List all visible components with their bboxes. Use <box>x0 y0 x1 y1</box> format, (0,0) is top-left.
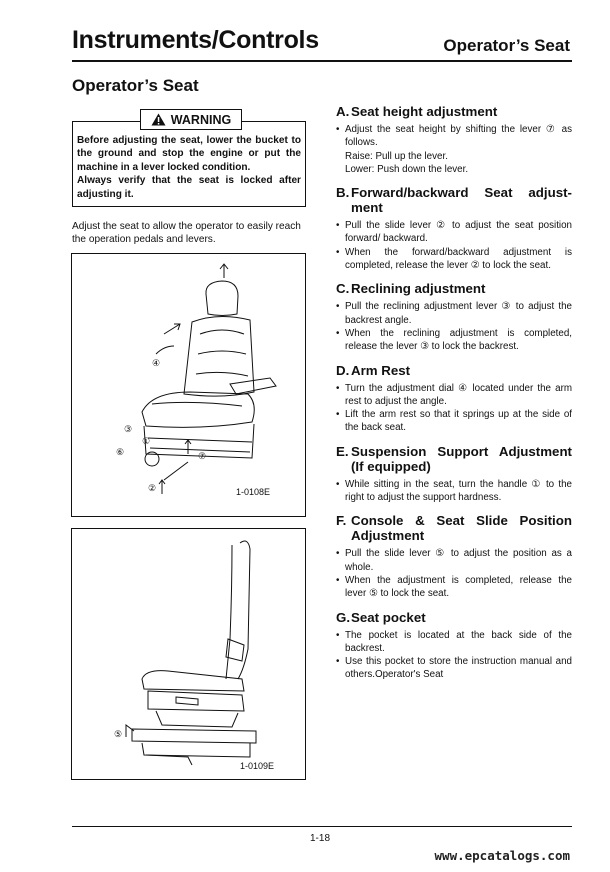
list-item: • Lift the arm rest so that it springs up at the side of the back seat. <box>336 408 572 435</box>
header-rule <box>72 60 572 62</box>
list-item: • Use this pocket to store the instruction manual and others.Operator's Seat <box>336 655 572 682</box>
running-header: Operator’s Seat <box>443 36 570 55</box>
list-item: • Pull the slide lever ⑤ to adjust the position as a whole. <box>336 547 572 574</box>
section-letter: D. <box>336 362 350 378</box>
section-f <box>336 513 572 600</box>
footer-rule <box>72 826 572 827</box>
callout-2: ② <box>148 483 157 493</box>
figure-caption: 1-0108E <box>236 487 271 497</box>
section-e <box>336 444 572 505</box>
list-item: • The pocket is located at the back side of the backrest. <box>336 629 572 656</box>
section-heading: Console & Seat Slide Position <box>351 513 572 529</box>
seat-controls-figure <box>71 253 306 517</box>
warning-text-2: Always verify that the seat is locked after adjusting it. <box>77 175 301 200</box>
section-heading: Seat height adjustment <box>351 104 498 119</box>
list-item: • When the adjustment is completed, release the lever ⑤ to lock the seat. <box>336 574 572 601</box>
section-heading: Suspension Support Adjustment <box>351 443 572 459</box>
section-b <box>336 185 572 272</box>
section-letter: F. <box>336 513 347 529</box>
callout-4: ④ <box>152 358 161 368</box>
figure-caption: 1-0109E <box>240 761 275 771</box>
page-number: 1-18 <box>310 833 331 844</box>
section-letter: G. <box>336 609 351 625</box>
section-c <box>336 281 572 353</box>
section-title: Operator’s Seat <box>72 76 199 95</box>
chapter-title: Instruments/Controls <box>72 26 319 54</box>
list-item: • While sitting in the seat, turn the handle ① to the right to adjust the support hardness. <box>336 478 572 505</box>
callout-5: ⑤ <box>114 729 123 739</box>
list-item: • Adjust the seat height by shifting the lever ⑦ as follows. <box>336 123 572 150</box>
section-heading-cont: ment <box>351 200 383 216</box>
callout-3: ③ <box>124 424 133 434</box>
list-subitem: Raise: Pull up the lever. <box>345 150 448 162</box>
warning-triangle-icon <box>151 113 166 126</box>
list-item: • Pull the slide lever ② to adjust the seat position forward/ backward. <box>336 219 572 246</box>
warning-text-1: Before adjusting the seat, lower the bucket to the ground and stop the engine or put the machine in a lever locked condition. <box>77 135 301 173</box>
watermark: www.epcatalogs.com <box>434 848 570 863</box>
callout-1: ① <box>142 436 151 446</box>
list-item: • Turn the adjustment dial ④ located under the arm rest to adjust the angle. <box>336 382 572 409</box>
list-item: • When the forward/backward adjustment is completed, release the lever ② to lock the seat. <box>336 246 572 273</box>
warning-label-text: WARNING <box>170 112 232 127</box>
section-heading: Seat pocket <box>351 609 426 625</box>
list-item: • When the reclining adjustment is completed, release the lever ③ to lock the backrest. <box>336 327 572 354</box>
section-heading: Reclining adjustment <box>351 281 486 297</box>
section-letter: A. <box>336 104 350 119</box>
section-letter: C. <box>336 281 350 297</box>
seat-side-illustration <box>72 529 305 779</box>
instructions-column <box>336 104 572 691</box>
section-d <box>336 363 572 435</box>
callout-6: ⑥ <box>116 447 125 457</box>
section-letter: B. <box>336 185 350 201</box>
warning-label <box>140 109 242 130</box>
section-heading: Forward/backward Seat adjust- <box>351 185 572 201</box>
section-letter: E. <box>336 443 349 459</box>
intro-paragraph: Adjust the seat to allow the operator to easily reach the operation pedals and levers. <box>72 221 301 246</box>
list-item: • Pull the reclining adjustment lever ③ to adjust the backrest angle. <box>336 300 572 327</box>
section-heading-cont: (If equipped) <box>351 458 431 474</box>
section-heading-cont: Adjustment <box>351 528 425 544</box>
list-subitem: Lower: Push down the lever. <box>345 163 469 175</box>
section-a <box>336 104 572 176</box>
warning-box <box>72 121 306 207</box>
section-heading: Arm Rest <box>351 362 411 378</box>
callout-7: ⑦ <box>198 451 207 461</box>
section-g <box>336 610 572 682</box>
seat-front-illustration <box>72 254 305 516</box>
seat-side-figure <box>71 528 306 780</box>
